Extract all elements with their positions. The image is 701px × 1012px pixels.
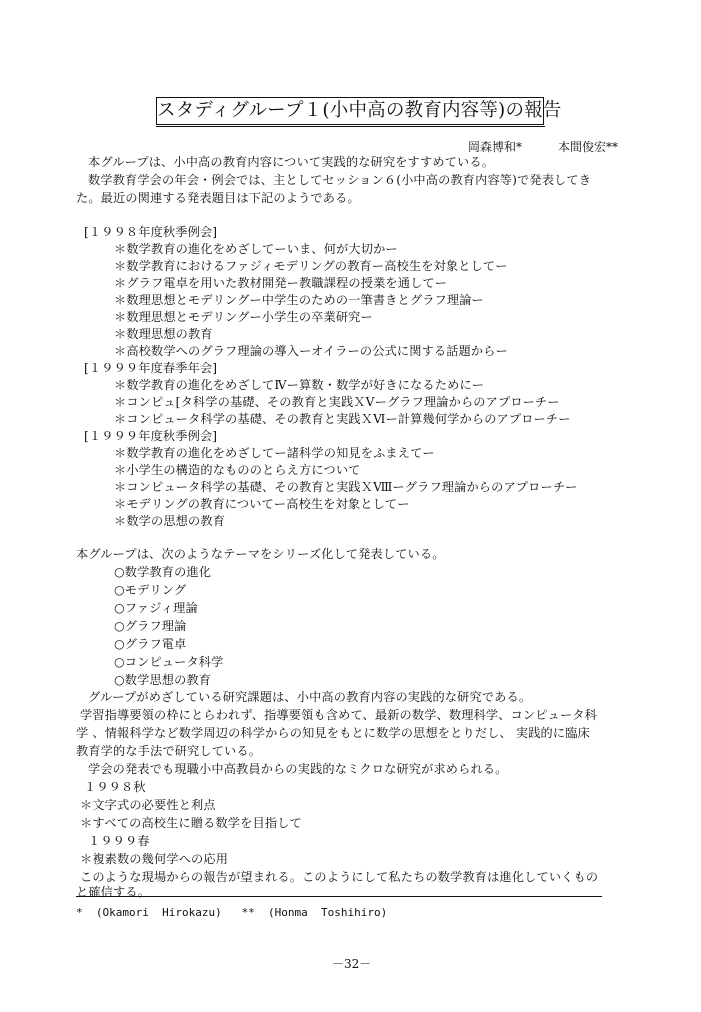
body-line: このような現場からの報告が望まれる。このようにして私たちの数学教育は進化していくもの (80, 870, 599, 884)
theme-item: ○コンピュータ科学 (114, 655, 224, 669)
intro-line: 本グループは、小中高の教育内容について実践的な研究をすすめている。 (88, 155, 495, 169)
body-line: 学習指導要領の枠にとらわれず、指導要領も含めて、最新の数学、数理科学、コンピュータ科 (80, 708, 597, 722)
presentation-item: ＊モデリングの教育についてー高校生を対象としてー (114, 497, 410, 511)
intro-line: た。最近の関連する発表題目は下記のようである。 (76, 191, 360, 205)
body-line: ＊すべての高校生に贈る数学を目指して (80, 816, 302, 830)
presentation-item: ＊コンピュータ科学の基礎、その教育と実践ＸⅧーグラフ理論からのアプローチー (114, 480, 578, 494)
theme-item: ○モデリング (114, 583, 187, 597)
presentation-item: ＊数学教育の進化をめざしてーいま、何が大切かー (114, 242, 398, 256)
presentation-item: ＊数学教育におけるファジィモデリングの教育ー高校生を対象としてー (114, 259, 508, 273)
presentation-item: ＊数理思想とモデリングー小学生の卒業研究ー (114, 310, 373, 324)
body-line: ＊複素数の幾何学への応用 (80, 852, 229, 866)
theme-item: ○数学教育の進化 (114, 565, 212, 579)
body-line: と確信する。 (76, 885, 151, 899)
body-line: 学 、情報科学など数学周辺の科学からの知見をもとに数学の思想をとりだし、 実践的に臨床 (76, 726, 590, 740)
page-number: －32－ (332, 957, 372, 971)
body-line: １９９８秋 (84, 780, 146, 794)
theme-item: ○数学思想の教育 (114, 673, 212, 687)
presentation-item: ＊グラフ電卓を用いた教材開発ー教職課程の授業を通してー (114, 276, 448, 290)
session-heading: [１９９９年度秋季例会] (84, 429, 218, 443)
presentation-item: ＊数理思想の教育 (114, 327, 213, 341)
presentation-item: ＊数理思想とモデリングー中学生のための一筆書きとグラフ理論ー (114, 293, 484, 307)
session-heading: [１９９８年度秋季例会] (84, 225, 218, 239)
author-okamori: 岡森博和* (468, 140, 523, 154)
presentation-item: ＊小学生の構造的なもののとらえ方について (114, 463, 361, 477)
body-line: １９９９春 (88, 834, 150, 848)
presentation-item: ＊数学教育の進化をめざしてⅣー算数・数学が好きになるためにー (114, 378, 485, 392)
session-heading: [１９９９年度春季年会] (84, 361, 218, 375)
page-title: スタディグループ１(小中高の教育内容等)の報告 (156, 97, 544, 125)
presentation-item: ＊数学の思想の教育 (114, 514, 226, 528)
body-line: 教育学的な手法で研究している。 (76, 744, 262, 758)
presentation-item: ＊高校数学へのグラフ理論の導入ーオイラーの公式に関する話題からー (114, 344, 508, 358)
body-line: ＊文字式の必要性と利点 (80, 798, 216, 812)
footnote-divider (76, 896, 602, 897)
body-line: グループがめざしている研究課題は、小中高の教育内容の実践的な研究である。 (88, 690, 532, 704)
presentation-item: ＊コンピュ[タ科学の基礎、その教育と実践ＸⅤーグラフ理論からのアプローチー (114, 395, 560, 409)
presentation-item: ＊数学教育の進化をめざしてー諸科学の知見をふまえてー (114, 446, 435, 460)
theme-item: ○グラフ電卓 (114, 637, 187, 651)
body-line: 学会の発表でも現職小中高教員からの実践的なミクロな研究が求められる。 (88, 762, 508, 776)
footnote: * (Okamori Hirokazu) ** (Honma Toshihiro) (76, 906, 388, 919)
author-honma: 本間俊宏** (558, 140, 619, 154)
presentation-item: ＊コンピュータ科学の基礎、その教育と実践ＸⅥー計算幾何学からのアプローチー (114, 412, 571, 426)
intro-line: 数学教育学会の年会・例会では、主としてセッション６(小中高の教育内容等)で発表してき (88, 173, 592, 187)
themes-intro: 本グループは、次のようなテーマをシリーズ化して発表している。 (76, 547, 445, 561)
title-underline (156, 126, 545, 127)
theme-item: ○グラフ理論 (114, 619, 187, 633)
theme-item: ○ファジィ理論 (114, 601, 198, 615)
